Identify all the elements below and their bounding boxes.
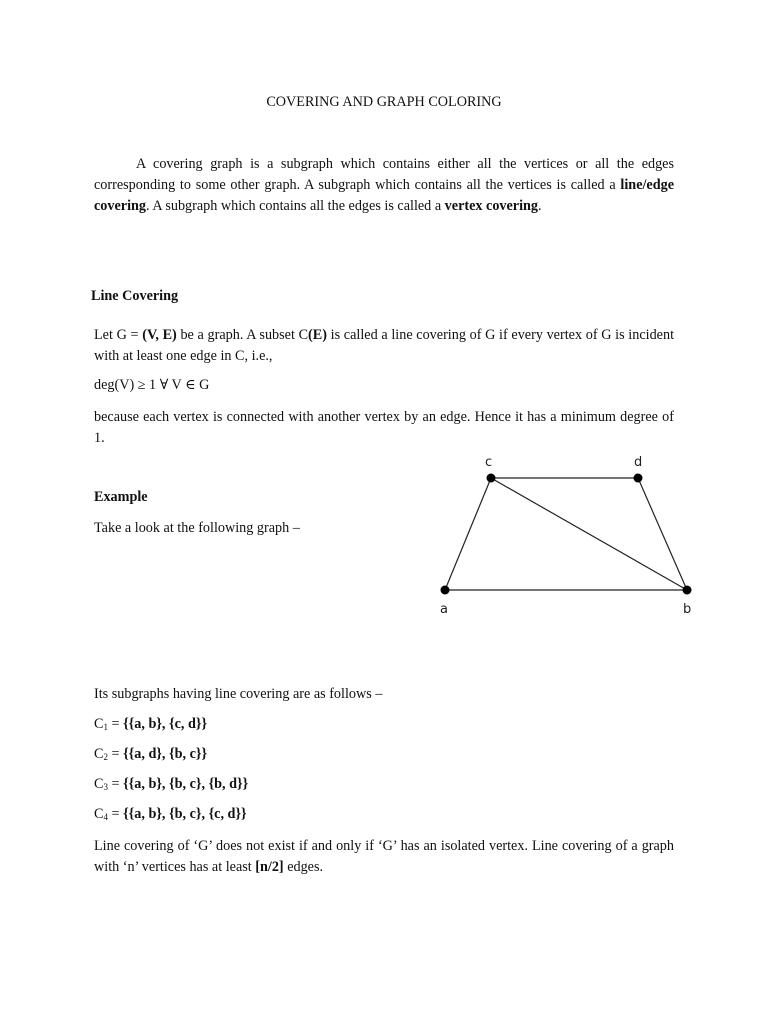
intro-text-3: . <box>538 198 542 214</box>
vertex-label-d: d <box>634 455 643 470</box>
subgraph-set: {{a, b}, {b, c}, {b, d}} <box>123 776 249 792</box>
subgraph-equals: = <box>107 806 124 822</box>
explanation-paragraph: because each vertex is connected with another vertex by an edge. Hence it has a minimum degree of 1. <box>94 409 674 446</box>
term-line-edge-covering: line/edge covering <box>94 177 675 214</box>
section-heading-line-covering: Line Covering <box>91 288 179 304</box>
vertex-label-a: a <box>440 602 448 617</box>
definition-e: (E) <box>308 327 327 343</box>
subgraph-index: 4 <box>103 812 108 822</box>
page-title: COVERING AND GRAPH COLORING <box>266 94 502 110</box>
subgraph-set: {{a, b}, {b, c}, {c, d}} <box>123 806 247 822</box>
example-text: Take a look at the following graph – <box>94 520 300 536</box>
definition-ve: (V, E) <box>142 327 177 343</box>
vertex-c <box>487 474 496 483</box>
edge-c-b <box>491 478 687 590</box>
vertex-label-b: b <box>683 602 692 617</box>
subgraph-index: 1 <box>103 722 108 732</box>
conclusion-post: edges. <box>283 859 324 875</box>
subgraph-set: {{a, b}, {c, d}} <box>123 716 208 732</box>
definition-paragraph <box>94 325 674 367</box>
definition-post: is called a line covering of G if every vertex of G is incident with at least one edge in C, i.e., <box>94 327 675 364</box>
intro-text-2: . A subgraph which contains all the edges is called a <box>146 198 442 214</box>
edge-d-b <box>638 478 687 590</box>
vertex-d <box>634 474 643 483</box>
intro-paragraph <box>94 154 674 217</box>
subgraph-name: C <box>94 776 104 792</box>
vertex-label-c: c <box>485 455 493 470</box>
intro-text-1: A covering graph is a subgraph which contains either all the vertices or all the edges corresponding to some other graph. A subgraph which contains all the vertices is called a <box>94 156 674 193</box>
definition-pre: Let G = <box>94 327 143 343</box>
definition-mid: be a graph. A subset C <box>176 327 309 343</box>
subgraph-name: C <box>94 746 104 762</box>
formula: deg(V) ≥ 1 ∀ V ∈ G <box>94 377 210 393</box>
conclusion-paragraph <box>94 836 674 878</box>
conclusion-pre: Line covering of ‘G’ does not exist if and only if ‘G’ has an isolated vertex. Line covering of a graph with ‘n’ vertices has at least <box>94 838 674 875</box>
subgraph-name: C <box>94 806 104 822</box>
subgraph-index: 2 <box>103 752 108 762</box>
subgraph-set: {{a, d}, {b, c}} <box>123 746 208 762</box>
conclusion-bold: [n/2] <box>255 859 284 875</box>
subgraphs-intro: Its subgraphs having line covering are as follows – <box>94 686 383 702</box>
subgraph-item-c1 <box>94 716 207 733</box>
subgraph-equals: = <box>107 746 124 762</box>
section-heading-example: Example <box>94 489 148 505</box>
subgraph-item-c2 <box>94 746 207 763</box>
subgraph-name: C <box>94 716 104 732</box>
term-vertex-covering: vertex covering <box>444 198 539 214</box>
edge-a-c <box>445 478 491 590</box>
vertex-b <box>683 586 692 595</box>
subgraph-equals: = <box>107 776 124 792</box>
subgraph-item-c3 <box>94 776 248 793</box>
subgraph-equals: = <box>107 716 124 732</box>
subgraph-item-c4 <box>94 806 247 823</box>
subgraph-index: 3 <box>103 782 108 792</box>
vertex-a <box>441 586 450 595</box>
graph-diagram <box>420 445 710 625</box>
